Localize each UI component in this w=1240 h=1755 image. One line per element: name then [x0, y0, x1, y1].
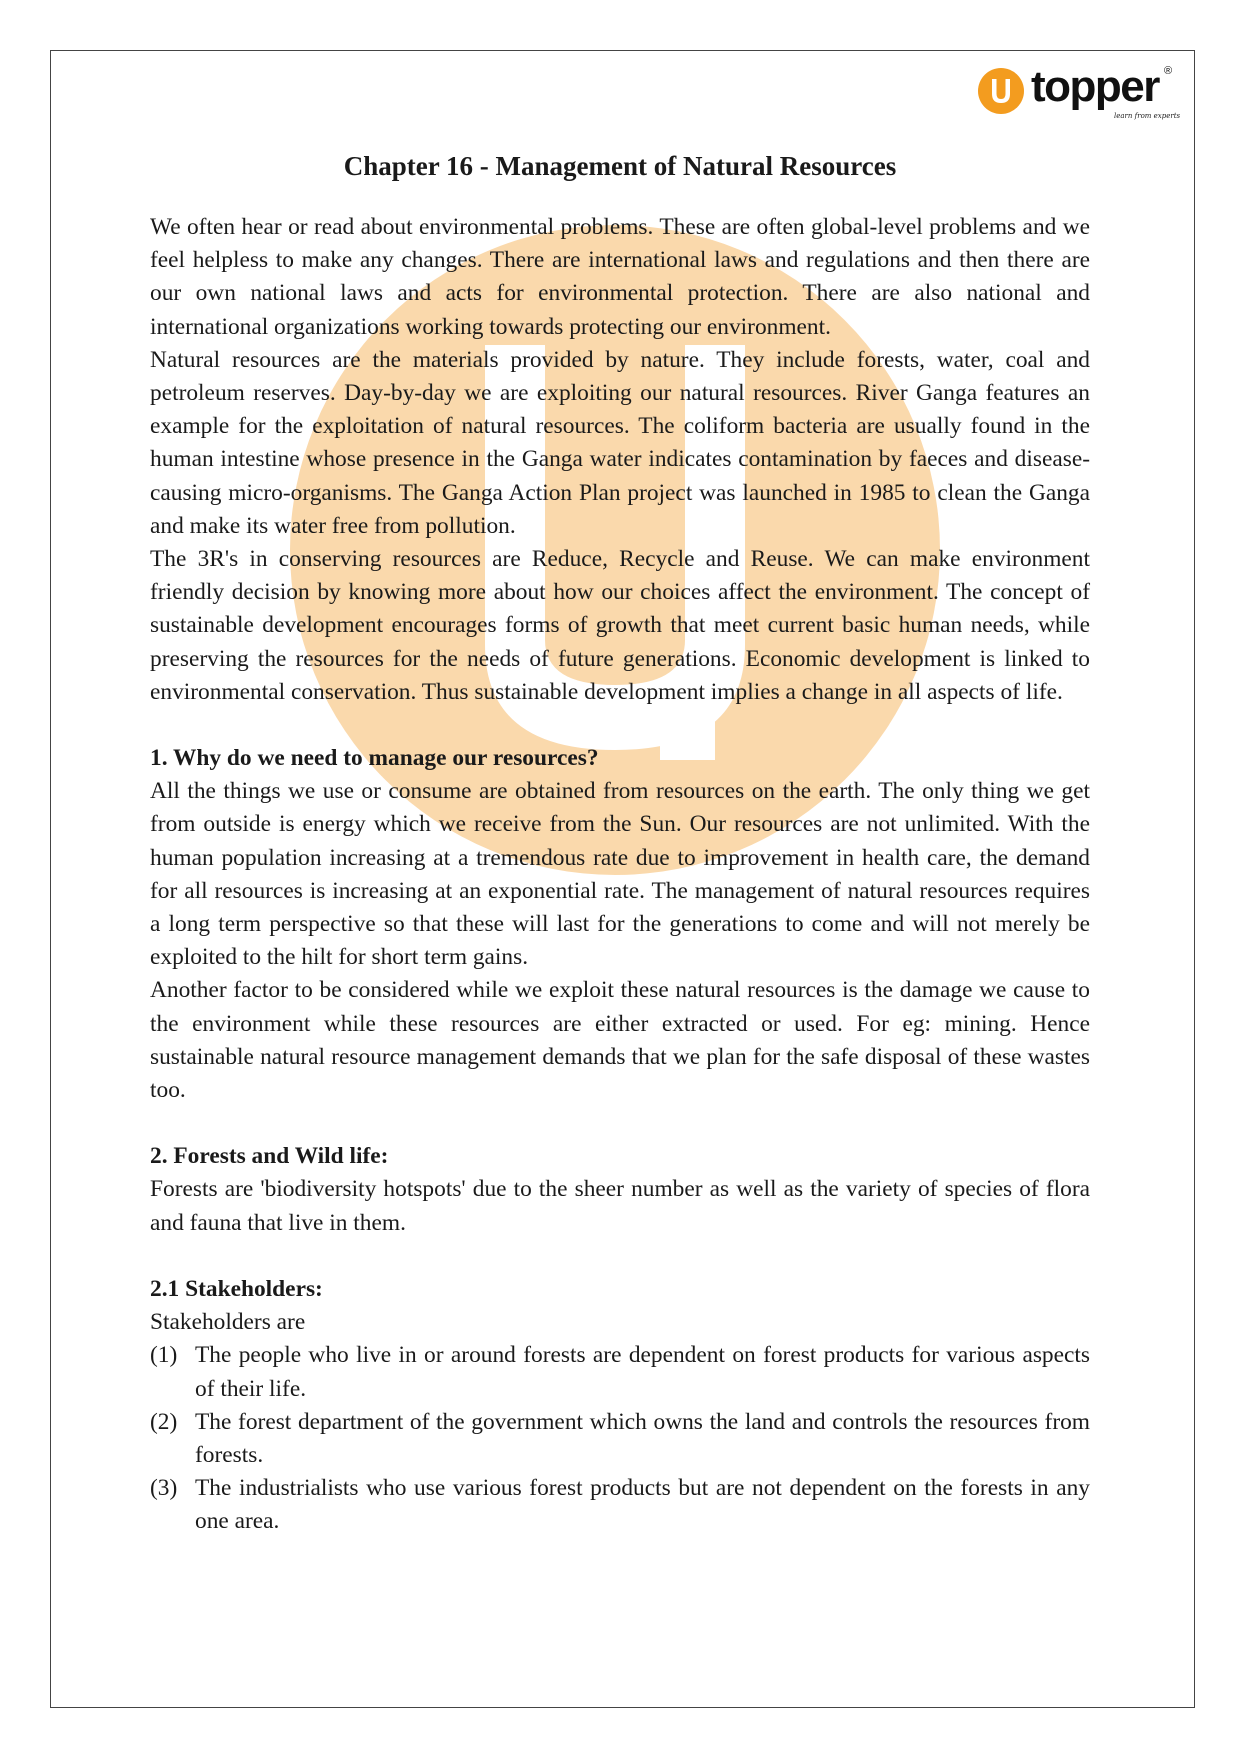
- section-heading: 2. Forests and Wild life:: [150, 1143, 389, 1170]
- intro-paragraph: We often hear or read about environmental problems. These are often global-level problems and we feel helpless to make any changes. There are international laws and regulations and then there are our own national laws and acts for environmental protection. There are also national and international organizations working towards protecting our environment.: [150, 214, 1090, 340]
- logo-wordmark: topper: [1031, 62, 1159, 111]
- section-heading: 1. Why do we need to manage our resources?: [150, 745, 599, 772]
- logo-mark-icon: [978, 68, 1024, 114]
- logo-u-icon: [978, 68, 1024, 114]
- list-marker: (1): [150, 1342, 178, 1369]
- list-marker: (2): [150, 1408, 178, 1435]
- section-paragraph: Forests are 'biodiversity hotspots' due to the sheer number as well as the variety of species of flora and fauna that live in them.: [150, 1176, 1090, 1236]
- list-item: [150, 1406, 1090, 1472]
- list-marker: (3): [150, 1475, 178, 1502]
- stakeholder-list: [150, 1339, 1090, 1538]
- document-body: [150, 146, 1090, 1539]
- section-paragraph: All the things we use or consume are obtained from resources on the earth. The only thing we get from outside is energy which we receive from the Sun. Our resources are not unlimited. With the human population increasing at a tremendous rate due to improvement in health care, the demand for all resources is increasing at an exponential rate. The management of natural resources requires a long term perspective so that these will last for the generations to come and will not merely be exploited to the hilt for short term gains.: [150, 778, 1090, 971]
- section-heading: 2.1 Stakeholders:: [150, 1275, 323, 1302]
- page-title: Chapter 16 - Management of Natural Resources: [343, 151, 897, 181]
- list-lead: Stakeholders are: [150, 1309, 306, 1336]
- list-item-text: The people who live in or around forests are dependent on forest products for various aspects of their life.: [195, 1342, 1090, 1402]
- logo-tagline: learn from experts: [1114, 112, 1181, 120]
- list-item: [150, 1339, 1090, 1405]
- intro-paragraph: Natural resources are the materials provided by nature. They include forests, water, coal and petroleum reserves. Day-by-day we are exploiting our natural resources. River Ganga features an example for the exploitation of natural resources. The coliform bacteria are usually found in the human intestine whose presence in the Ganga water indicates contamination by faeces and disease-causing micro-organisms. The Ganga Action Plan project was launched in 1985 to clean the Ganga and make its water free from pollution.: [150, 346, 1090, 539]
- list-item-text: The forest department of the government which owns the land and controls the resources from forests.: [195, 1408, 1090, 1468]
- list-item-text: The industrialists who use various forest products but are not dependent on the forests in any one area.: [195, 1475, 1090, 1535]
- list-item: [150, 1472, 1090, 1538]
- intro-paragraph: The 3R's in conserving resources are Reduce, Recycle and Reuse. We can make environment friendly decision by knowing more about how our choices affect the environment. The concept of sustainable development encourages forms of growth that meet current basic human needs, while preserving the resources for the needs of future generations. Economic development is linked to environmental conservation. Thus sustainable development implies a change in all aspects of life.: [150, 546, 1090, 705]
- brand-logo: [978, 62, 1181, 126]
- section-paragraph: Another factor to be considered while we exploit these natural resources is the damage we cause to the environment while these resources are either extracted or used. For eg: mining. Hence sustainable natural resource management demands that we plan for the safe disposal of these wastes too.: [150, 977, 1090, 1104]
- registered-mark: ®: [1164, 65, 1173, 77]
